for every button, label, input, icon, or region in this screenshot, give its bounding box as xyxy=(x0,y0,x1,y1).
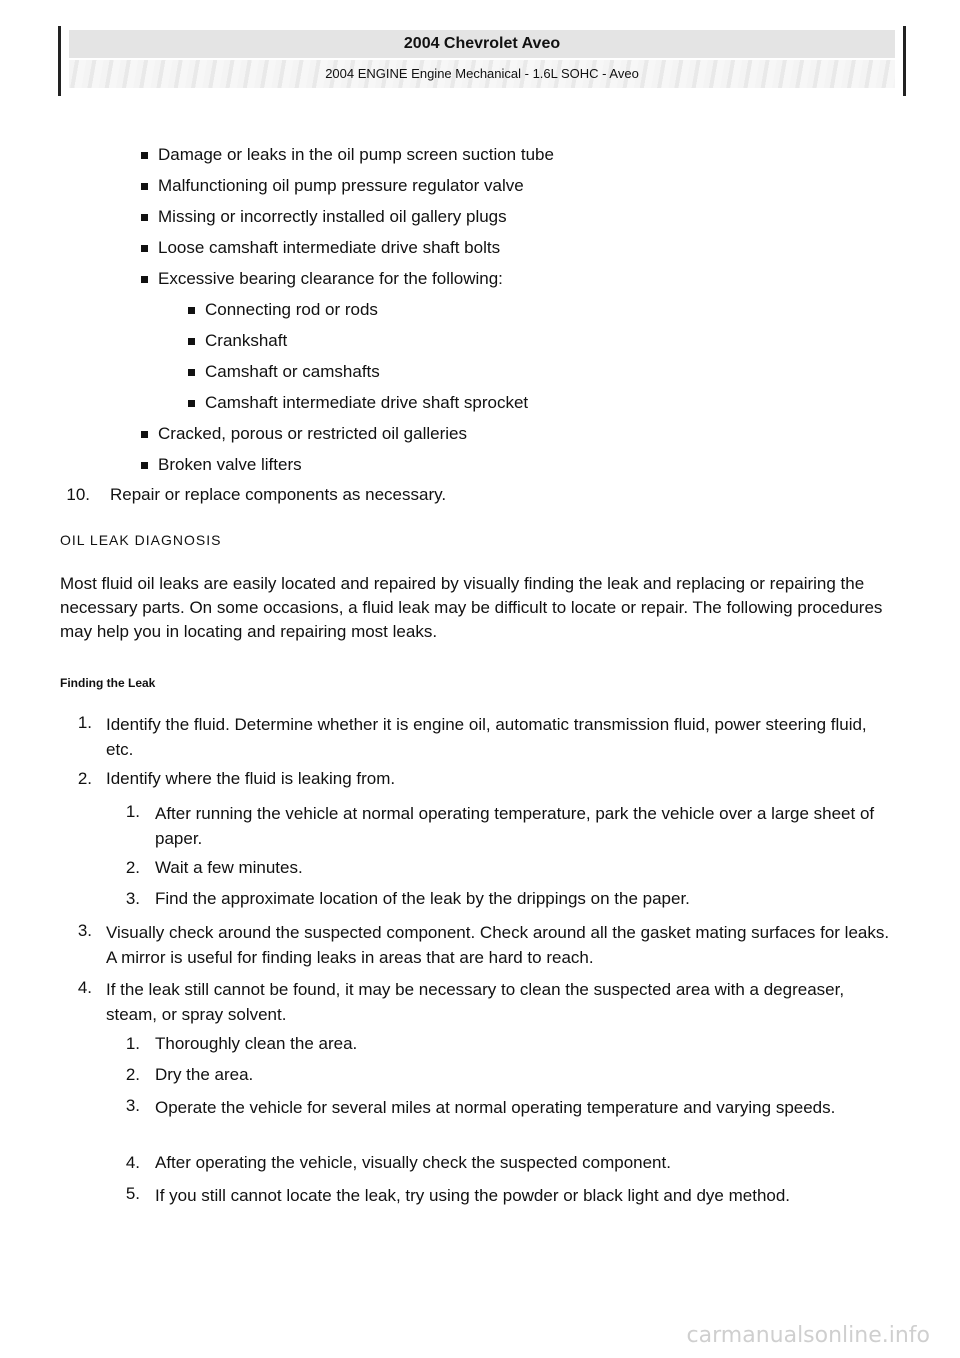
bullet-icon xyxy=(188,400,195,407)
substep-number: 3. xyxy=(125,889,140,908)
substep-text: Dry the area. xyxy=(155,1065,254,1084)
substep-text: Operate the vehicle for several miles at normal operating temperature and varying speeds. xyxy=(155,1098,836,1117)
list-item: Cracked, porous or restricted oil galleries xyxy=(158,424,467,443)
bullet-icon xyxy=(188,307,195,314)
bullet-icon xyxy=(141,152,148,159)
list-item: Crankshaft xyxy=(205,331,288,350)
substep-number: 1. xyxy=(125,1034,140,1053)
step-text: If the leak still cannot be found, it may be necessary to clean the suspected area with a degreaser, steam, or spray solvent. xyxy=(106,980,845,1024)
substep-number: 4. xyxy=(125,1153,140,1172)
bullet-icon xyxy=(188,338,195,345)
watermark: carmanualsonline.info xyxy=(686,1323,930,1348)
list-item: Camshaft intermediate drive shaft sprocket xyxy=(205,393,529,412)
substep-text: If you still cannot locate the leak, try using the powder or black light and dye method. xyxy=(155,1186,791,1205)
bullet-icon xyxy=(141,245,148,252)
section-title: OIL LEAK DIAGNOSIS xyxy=(60,532,222,548)
step-text: Visually check around the suspected component. Check around all the gasket mating surfaces for leaks. A mirror is useful for finding leaks in areas that are hard to reach. xyxy=(106,923,890,967)
substep-text: Thoroughly clean the area. xyxy=(155,1034,358,1053)
step-number: 4. xyxy=(77,978,92,997)
step-number: 1. xyxy=(77,713,92,732)
list-item: Camshaft or camshafts xyxy=(205,362,380,381)
bullet-icon xyxy=(141,462,148,469)
list-item: Broken valve lifters xyxy=(158,455,302,474)
intro-paragraph: Most fluid oil leaks are easily located and repaired by visually finding the leak and replacing or repairing the necessary parts. On some occasions, a fluid leak may be difficult to locate or repair. The following procedures may help you in locating and repairing most leaks. xyxy=(60,574,883,641)
list-item: Connecting rod or rods xyxy=(205,300,378,319)
list-item: Malfunctioning oil pump pressure regulator valve xyxy=(158,176,524,195)
substep-text: After running the vehicle at normal operating temperature, park the vehicle over a large sheet of paper. xyxy=(155,804,875,848)
bullet-icon xyxy=(188,369,195,376)
step-text: Repair or replace components as necessary. xyxy=(110,485,447,504)
substep-number: 1. xyxy=(125,802,140,821)
step-number: 2. xyxy=(77,769,92,788)
bullet-icon xyxy=(141,276,148,283)
page-header xyxy=(58,26,906,96)
bullet-icon xyxy=(141,214,148,221)
bullet-icon xyxy=(141,183,148,190)
substep-text: After operating the vehicle, visually check the suspected component. xyxy=(155,1153,671,1172)
bullet-icon xyxy=(141,431,148,438)
substep-number: 5. xyxy=(125,1184,140,1203)
list-item: Excessive bearing clearance for the following: xyxy=(158,269,503,288)
step-text: Identify where the fluid is leaking from. xyxy=(106,769,396,788)
substep-number: 2. xyxy=(125,1065,140,1084)
substep-number: 3. xyxy=(125,1096,140,1115)
step-number: 10. xyxy=(66,485,90,504)
document-subtitle: 2004 ENGINE Engine Mechanical - 1.6L SOHC - Aveo xyxy=(69,60,895,88)
document-title: 2004 Chevrolet Aveo xyxy=(69,30,895,58)
step-text: Identify the fluid. Determine whether it is engine oil, automatic transmission fluid, power steering fluid, etc. xyxy=(106,715,867,759)
subsection-title: Finding the Leak xyxy=(60,676,156,690)
substep-text: Wait a few minutes. xyxy=(155,858,303,877)
substep-text: Find the approximate location of the leak by the drippings on the paper. xyxy=(155,889,690,908)
list-item: Loose camshaft intermediate drive shaft bolts xyxy=(158,238,501,257)
list-item: Damage or leaks in the oil pump screen suction tube xyxy=(158,145,554,164)
step-number: 3. xyxy=(77,921,92,940)
list-item: Missing or incorrectly installed oil gallery plugs xyxy=(158,207,507,226)
substep-number: 2. xyxy=(125,858,140,877)
